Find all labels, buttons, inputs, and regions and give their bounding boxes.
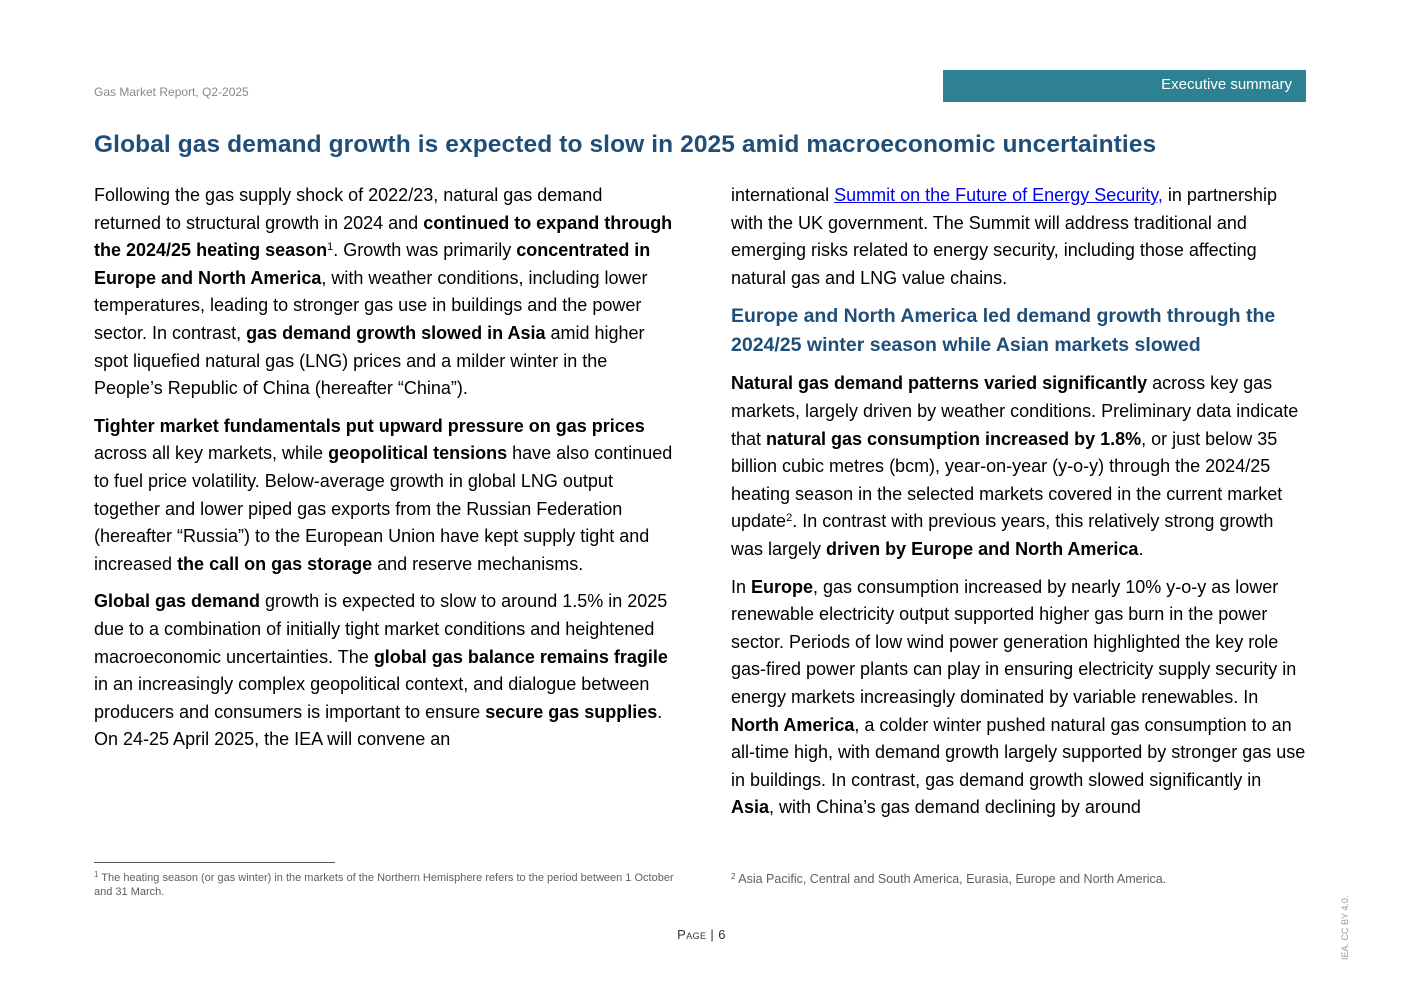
text: , or just below 35 billion cubic metres (bcm), year-on-year (y-o-y) through the 2024/25 heating season in the selected markets covered in the current market update [731,428,1283,532]
text: , with China’s gas demand declining by around [769,797,1141,818]
footnote-ref-2[interactable]: 2 [786,512,793,525]
section-tab [943,70,1306,102]
bold-text: North America [731,714,855,735]
bold-text: concentrated in Europe and North America [94,240,651,288]
footnote-ref-1[interactable]: 1 [327,241,334,254]
text: . [1138,538,1144,559]
footnote-2 [731,871,1309,887]
paragraph-prices [94,413,674,579]
text: international [731,185,835,205]
paragraph-summit [731,182,1309,292]
text: across key gas markets, largely driven by weather conditions. Preliminary data indicate that [731,373,1299,449]
text: In [731,576,752,597]
footnote-divider [94,862,335,863]
text: . In contrast with previous years, this relatively strong growth was largely [731,511,1274,559]
footnote-text: The heating season (or gas winter) in the markets of the Northern Hemisphere refers to the period between 1 October and 31 March. [94,872,674,898]
summit-link[interactable]: Summit on the Future of Energy Security, [834,185,1163,205]
text: growth is expected to slow to around 1.5% in 2025 due to a combination of initially tight market conditions and heightened macroeconomic uncertainties. The [94,591,668,667]
report-name: Gas Market Report, Q2-2025 [94,85,249,99]
section-subheading: Europe and North America led demand growth through the 2024/25 winter season while Asian markets slowed [731,305,1276,357]
text: have also continued to fuel price volatility. Below-average growth in global LNG output together and lower piped gas exports from the Russian Federation (hereafter “Russia”) to the European Union have kept supply tight and increased [94,443,673,574]
left-column [94,182,674,764]
text: across all key markets, while [94,443,329,464]
footnote-text: Asia Pacific, Central and South America, Eurasia, Europe and North America. [735,872,1167,886]
bold-text: Asia [731,797,770,818]
paragraph-demand-patterns [731,370,1309,563]
license-notice: IEA. CC BY 4.0. [1340,895,1350,960]
footnote-marker: 2 [731,872,736,881]
bold-text: gas demand growth slowed in Asia [246,322,546,343]
section-tab-label: Executive summary [1161,76,1292,93]
bold-text: Tighter market fundamentals put upward pressure on gas prices [94,415,645,436]
footnote-marker: 1 [94,870,99,879]
text: in partnership with the UK government. The Summit will address traditional and emerging risks related to energy security, including those affecting natural gas and LNG value chains. [731,185,1277,288]
bold-text: global gas balance remains fragile [373,646,668,667]
bold-text: natural gas consumption increased by 1.8% [766,428,1142,449]
text: in an increasingly complex geopolitical context, and dialogue between producers and consumers is important to ensure [94,674,650,722]
text: , a colder winter pushed natural gas consumption to an all-time high, with demand growth largely supported by stronger gas use in buildings. In contrast, gas demand growth slowed significantly in [731,714,1306,790]
bold-text: continued to expand through the 2024/25 heating season [94,212,673,261]
text: . Growth was primarily [333,240,517,261]
text: and reserve mechanisms. [372,553,584,574]
bold-text: the call on gas storage [177,553,373,574]
text: , with weather conditions, including lower temperatures, leading to stronger gas use in buildings and the power sector. In contrast, [94,267,648,343]
page-title: Global gas demand growth is expected to slow in 2025 amid macroeconomic uncertainties [94,131,1157,158]
page-number: Page | 6 [677,927,726,942]
bold-text: secure gas supplies [485,701,658,722]
paragraph-regions [731,574,1309,822]
text: Following the gas supply shock of 2022/23, natural gas demand returned to structural growth in 2024 and [94,185,603,233]
bold-text: geopolitical tensions [328,443,508,464]
text: . On 24-25 April 2025, the IEA will convene an [94,701,663,750]
bold-text: driven by Europe and North America [826,538,1139,559]
text: amid higher spot liquefied natural gas (LNG) prices and a milder winter in the People’s Republic of China (hereafter “China”). [94,322,645,399]
bold-text: Natural gas demand patterns varied significantly [731,373,1148,394]
text: , gas consumption increased by nearly 10% y-o-y as lower renewable electricity output supported higher gas burn in the power sector. Periods of low wind power generation highlighted the key role gas-fired power plants can play in ensuring electricity supply security in energy markets increasingly dominated by variable renewables. In [731,576,1297,707]
bold-text: Europe [751,576,814,597]
bold-text: Global gas demand [94,591,261,612]
paragraph-outlook [94,588,674,754]
footnote-1 [94,871,674,899]
right-column [731,182,1309,832]
paragraph-demand-growth [94,182,674,403]
